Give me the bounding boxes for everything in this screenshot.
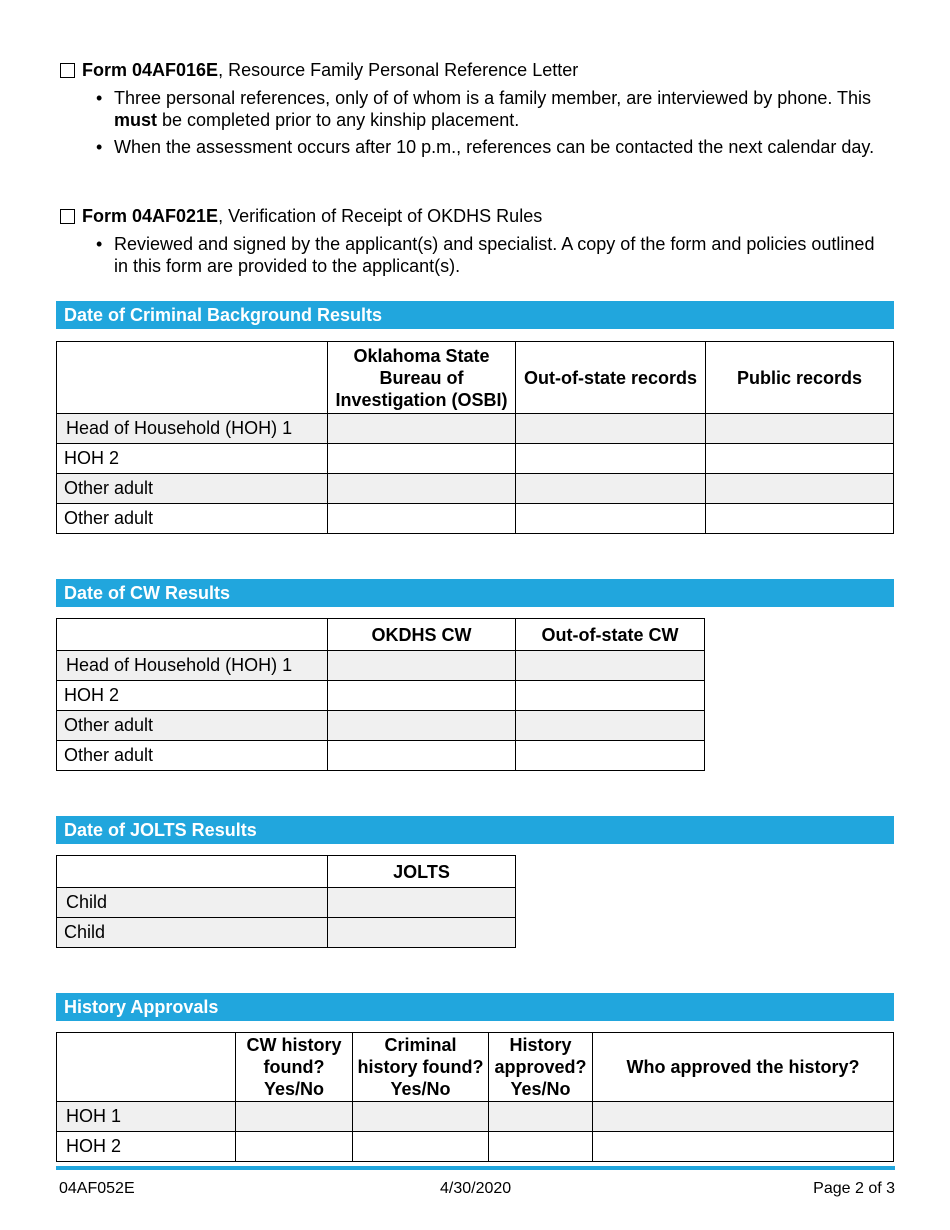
row-label: Other adult — [57, 474, 328, 504]
history-approvals-table — [56, 1032, 894, 1162]
answer-cell[interactable] — [236, 1132, 353, 1162]
form-04af016e-title: , Resource Family Personal Reference Letter — [218, 60, 579, 80]
answer-cell[interactable] — [593, 1132, 894, 1162]
row-label: Head of Household (HOH) 1 — [57, 414, 328, 444]
table-row — [57, 1102, 894, 1132]
column-header — [57, 342, 328, 414]
column-header — [57, 1033, 236, 1102]
column-header-osbi: Oklahoma State Bureau of Investigation (OSBI) — [328, 342, 516, 414]
form-04af021e-item — [60, 205, 542, 227]
row-label: Other adult — [57, 741, 328, 771]
answer-cell[interactable] — [593, 1102, 894, 1132]
column-header-out-of-state-cw: Out-of-state CW — [516, 619, 705, 651]
column-header-okdhs-cw: OKDHS CW — [328, 619, 516, 651]
table-row — [57, 888, 516, 918]
list-item: • When the assessment occurs after 10 p.m., references can be contacted the next calendar day. — [96, 136, 886, 158]
jolts-results-heading: Date of JOLTS Results — [56, 816, 894, 844]
form-04af016e-checkbox[interactable] — [60, 63, 75, 78]
jolts-results-table — [56, 855, 516, 948]
date-cell[interactable] — [516, 711, 705, 741]
footer-page-number: Page 2 of 3 — [813, 1180, 895, 1197]
column-header-cw-history: CW history found? Yes/No — [236, 1033, 353, 1102]
form-04af021e-checkbox[interactable] — [60, 209, 75, 224]
date-cell[interactable] — [516, 741, 705, 771]
form-04af021e-bullets — [96, 233, 886, 282]
column-header-who-approved: Who approved the history? — [593, 1033, 894, 1102]
footer-divider — [56, 1166, 895, 1170]
form-04af021e-title: , Verification of Receipt of OKDHS Rules — [218, 206, 543, 226]
answer-cell[interactable] — [489, 1132, 593, 1162]
date-cell[interactable] — [328, 444, 516, 474]
date-cell[interactable] — [328, 414, 516, 444]
date-cell[interactable] — [328, 504, 516, 534]
cw-results-table — [56, 618, 705, 771]
table-row — [57, 444, 894, 474]
history-approvals-heading: History Approvals — [56, 993, 894, 1021]
list-item: • Three personal references, only of of whom is a family member, are interviewed by phone. This must be completed prior to any kinship placement. — [96, 87, 886, 131]
row-label: Other adult — [57, 711, 328, 741]
cw-results-heading: Date of CW Results — [56, 579, 894, 607]
table-row — [57, 504, 894, 534]
form-04af016e-bullets — [96, 87, 886, 163]
table-header-row — [57, 856, 516, 888]
date-cell[interactable] — [706, 444, 894, 474]
date-cell[interactable] — [706, 474, 894, 504]
table-row — [57, 651, 705, 681]
form-04af016e-item — [60, 59, 578, 81]
footer-date: 4/30/2020 — [440, 1180, 512, 1197]
date-cell[interactable] — [328, 651, 516, 681]
column-header-criminal-history: Criminal history found? Yes/No — [353, 1033, 489, 1102]
answer-cell[interactable] — [353, 1132, 489, 1162]
table-header-row — [57, 342, 894, 414]
date-cell[interactable] — [706, 504, 894, 534]
column-header — [57, 856, 328, 888]
row-label: HOH 2 — [57, 1132, 236, 1162]
answer-cell[interactable] — [489, 1102, 593, 1132]
table-row — [57, 414, 894, 444]
answer-cell[interactable] — [353, 1102, 489, 1132]
date-cell[interactable] — [328, 711, 516, 741]
row-label: HOH 2 — [57, 444, 328, 474]
table-header-row — [57, 619, 705, 651]
answer-cell[interactable] — [236, 1102, 353, 1132]
date-cell[interactable] — [328, 918, 516, 948]
row-label: HOH 1 — [57, 1102, 236, 1132]
date-cell[interactable] — [328, 474, 516, 504]
date-cell[interactable] — [706, 414, 894, 444]
row-label: Child — [57, 888, 328, 918]
date-cell[interactable] — [516, 651, 705, 681]
table-row — [57, 1132, 894, 1162]
date-cell[interactable] — [328, 741, 516, 771]
footer-form-number: 04AF052E — [59, 1180, 135, 1197]
row-label: Child — [57, 918, 328, 948]
column-header-public: Public records — [706, 342, 894, 414]
column-header-history-approved: History approved? Yes/No — [489, 1033, 593, 1102]
row-label: Other adult — [57, 504, 328, 534]
criminal-background-heading: Date of Criminal Background Results — [56, 301, 894, 329]
form-04af016e-code: Form 04AF016E — [82, 60, 219, 80]
date-cell[interactable] — [516, 681, 705, 711]
table-row — [57, 741, 705, 771]
date-cell[interactable] — [328, 888, 516, 918]
table-row — [57, 474, 894, 504]
date-cell[interactable] — [328, 681, 516, 711]
date-cell[interactable] — [516, 504, 706, 534]
list-item: • Reviewed and signed by the applicant(s) and specialist. A copy of the form and policies outlined in this form are provided to the applicant(s). — [96, 233, 886, 277]
column-header — [57, 619, 328, 651]
table-row — [57, 711, 705, 741]
table-row — [57, 681, 705, 711]
table-row — [57, 918, 516, 948]
table-header-row — [57, 1033, 894, 1102]
criminal-background-table — [56, 341, 894, 534]
row-label: Head of Household (HOH) 1 — [57, 651, 328, 681]
date-cell[interactable] — [516, 414, 706, 444]
column-header-jolts: JOLTS — [328, 856, 516, 888]
column-header-out-of-state: Out-of-state records — [516, 342, 706, 414]
row-label: HOH 2 — [57, 681, 328, 711]
date-cell[interactable] — [516, 474, 706, 504]
form-04af021e-code: Form 04AF021E — [82, 206, 219, 226]
date-cell[interactable] — [516, 444, 706, 474]
